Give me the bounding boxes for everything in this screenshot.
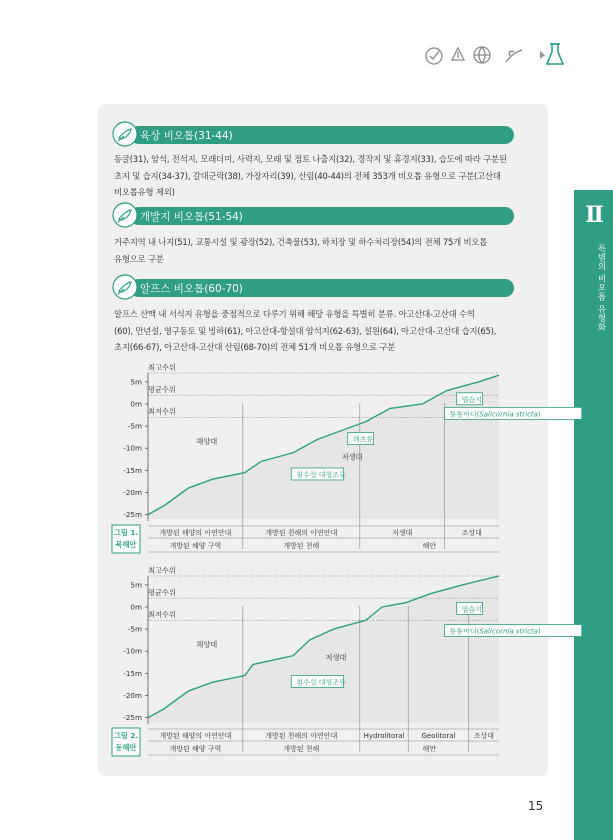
- y-tick-label: 5m: [130, 580, 142, 590]
- habitat-label: 퉁퉁마디(Salicornia stricta): [449, 410, 541, 419]
- y-tick-label: -25m: [123, 713, 142, 723]
- zone-row1-label: 개방된 천해의 아연안대: [265, 732, 338, 740]
- zone-row1-label: 조상대: [473, 732, 495, 740]
- water-level-label: 최고수위: [148, 363, 176, 372]
- y-tick-label: 0m: [130, 399, 142, 409]
- zone-row2-label: 해안: [422, 745, 437, 753]
- section-title: 육상 비오톱(31-44): [140, 130, 233, 142]
- zone-row2-label: 개방된 해양 구역: [169, 542, 222, 550]
- zone-label: 해양대: [196, 436, 218, 446]
- zone-row1-label: Geolitoral: [421, 732, 456, 740]
- water-level-label: 최고수위: [148, 566, 176, 575]
- zone-row1-label: Hydrolitoral: [363, 732, 405, 740]
- y-tick-label: -25m: [123, 510, 142, 520]
- water-level-label: 평균수위: [148, 588, 176, 598]
- y-tick-label: 0m: [130, 602, 142, 612]
- water-level-label: 최저수위: [148, 610, 176, 620]
- check-leaf-icon: [426, 48, 442, 64]
- y-tick-label: -5m: [127, 421, 142, 431]
- page-number: 15: [528, 799, 544, 813]
- body-line: 초지(66-67), 아고산대-고산대 산림(68-70)의 전체 51개 비오톱 유형으로 구분: [114, 342, 396, 352]
- y-tick-label: -20m: [123, 690, 142, 700]
- chapter-tab: [574, 190, 613, 840]
- figure-number: 그림 1.: [113, 528, 139, 537]
- habitat-label: 침수성 대형조류: [296, 470, 346, 479]
- y-tick-label: -15m: [123, 668, 142, 678]
- leaf-hand-icon: [112, 274, 138, 300]
- body-line: 알프스 산맥 내 서식지 유형을 중점적으로 다루기 위해 해당 유형을 특별히 분류. 아고산대-고산대 수역: [114, 309, 475, 319]
- zone-row2-label: 개방된 천해: [283, 542, 320, 550]
- zone-row1-label: 개방된 해양의 아연안대: [159, 732, 232, 740]
- body-line: 비오톱유형 제외): [114, 187, 175, 197]
- habitat-label: 염습지: [461, 605, 482, 614]
- chapter-title: 특별의 비오톱 유형화: [596, 244, 606, 332]
- figure-east-coast: [112, 566, 541, 765]
- zone-row2-label: 개방된 천해: [283, 745, 320, 753]
- arrow-icon: [540, 51, 545, 59]
- body-line: 초지 및 습지(34-37), 갈대군락(38), 가장자리(39), 산림(40-44)의 전체 353개 비오톱 유형으로 구분(고산대: [114, 170, 501, 181]
- section-heading-alps: [112, 279, 514, 297]
- leaf-hand-icon: [112, 202, 138, 228]
- section-heading-land: [112, 126, 514, 144]
- body-line: 거주지역 내 나지(51), 교통시설 및 광장(52), 건축물(53), 하치장 및 하수처리장(54)의 전체 75개 비오톱: [114, 237, 488, 247]
- y-tick-label: -5m: [127, 624, 142, 634]
- chapter-numeral: II: [585, 202, 602, 228]
- zone-label: 저생대: [325, 653, 347, 663]
- water-level-label: 최저수위: [148, 407, 176, 417]
- section-heading-developed: [112, 207, 514, 225]
- section-body-land: [114, 151, 524, 201]
- globe-icon: [474, 47, 490, 63]
- figure-number: 그림 2.: [113, 731, 139, 740]
- zone-row1-label: 개방된 천해의 아연안대: [265, 529, 338, 537]
- zone-row2-label: 해안: [422, 542, 437, 550]
- figure-caption: 동해안: [115, 743, 137, 752]
- y-tick-label: -20m: [123, 487, 142, 497]
- zone-row1-label: 개방된 해양의 아연안대: [159, 529, 232, 537]
- body-line: 동굴(31), 암석, 전석지, 모래더미, 사력지, 모래 및 점토 나출지(32), 경작지 및 휴경지(33), 습도에 따라 구분된: [114, 154, 507, 164]
- section-body-alps: [114, 306, 524, 356]
- y-tick-label: -10m: [123, 443, 142, 453]
- figure-caption: 북해안: [115, 540, 137, 549]
- zone-row1-label: 저생대: [392, 529, 413, 537]
- seabed-area: [148, 375, 499, 519]
- zone-label: 해양대: [196, 639, 218, 649]
- habitat-label: 퉁퉁마디(Salicornia stricta): [449, 627, 541, 636]
- sprout-icon: [506, 50, 522, 62]
- figure-north-coast: [112, 363, 541, 562]
- zone-row2-label: 개방된 해양 구역: [169, 745, 222, 753]
- y-tick-label: 5m: [130, 377, 142, 387]
- y-tick-label: -15m: [123, 465, 142, 475]
- section-title: 개발지 비오톱(51-54): [140, 211, 243, 223]
- habitat-label: 염습지: [461, 395, 482, 404]
- y-tick-label: -10m: [123, 646, 142, 656]
- zone-row1-label: 조상대: [461, 529, 482, 537]
- water-level-label: 평균수위: [148, 385, 176, 395]
- section-title: 알프스 비오톱(60-70): [140, 283, 243, 295]
- leaf-hand-icon: [112, 121, 138, 147]
- habitat-label: 해초류: [352, 435, 374, 444]
- habitat-label: 침수성 대형조류: [296, 678, 346, 687]
- recycle-icon: [452, 48, 464, 60]
- zone-label: 저생대: [341, 452, 363, 462]
- section-body-developed: [114, 234, 524, 267]
- flask-icon: [547, 44, 563, 64]
- body-line: (60), 만년설, 영구동토 및 빙하(61), 아고산대-항설대 암석지(62-63), 설원(64), 아고산대-고산대 습지(65),: [114, 325, 497, 336]
- header-icons: [424, 40, 564, 70]
- body-line: 유형으로 구분: [114, 253, 164, 264]
